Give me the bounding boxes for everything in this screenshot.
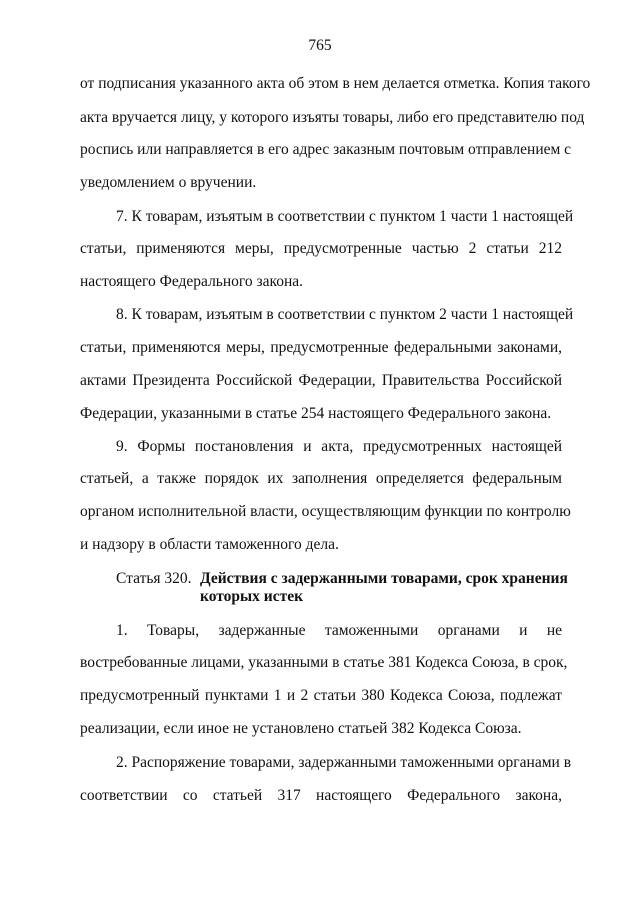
paragraph-7-line: 7. К товарам, изъятым в соответствии с пунктом 1 части 1 настоящей (116, 208, 574, 225)
text-line: роспись или направляется в его адрес заказным почтовым отправлением с (80, 141, 572, 158)
paragraph-9-line: и надзору в области таможенного дела. (80, 536, 339, 553)
paragraph-8-line: актами Президента Российской Федерации, Правительства Российской (80, 372, 562, 389)
paragraph-8-line: Федерации, указанными в статье 254 настоящего Федерального закона. (80, 405, 552, 422)
article-title-text: Действия с задержанными товарами, срок хранения (200, 570, 568, 587)
paragraph-7-line: настоящего Федерального закона. (80, 273, 304, 290)
paragraph-9-line: 9. Формы постановления и акта, предусмотренных настоящей (116, 438, 562, 455)
article-item-1-line: востребованные лицами, указанными в статье 381 Кодекса Союза, в срок, (80, 654, 568, 671)
paragraph-9-line: органом исполнительной власти, осуществляющим функции по контролю (80, 503, 571, 520)
paragraph-8-line: 8. К товарам, изъятым в соответствии с пунктом 2 части 1 настоящей (116, 306, 574, 323)
paragraph-7-line: статьи, применяются меры, предусмотренные частью 2 статьи 212 (80, 240, 562, 257)
article-item-2-line: 2. Распоряжение товарами, задержанными таможенными органами в (116, 754, 572, 771)
paragraph-8-line: статьи, применяются меры, предусмотренные федеральными законами, (80, 339, 562, 356)
article-label: Статья 320. (116, 570, 192, 587)
article-item-1-line: реализации, если иное не установлено статьей 382 Кодекса Союза. (80, 720, 522, 737)
paragraph-9-line: статьей, а также порядок их заполнения определяется федеральным (80, 470, 562, 487)
article-item-2-line: соответствии со статьей 317 настоящего Федерального закона, (80, 787, 562, 804)
article-item-1-line: предусмотренный пунктами 1 и 2 статьи 380 Кодекса Союза, подлежат (80, 687, 562, 704)
article-title-line (200, 587, 303, 607)
text-line: акта вручается лицу, у которого изъяты товары, либо его представителю под (80, 109, 585, 126)
page-number: 765 (308, 37, 332, 54)
text-line: от подписания указанного акта об этом в нем делается отметка. Копия такого (80, 75, 591, 92)
text-line: уведомлением о вручении. (80, 174, 257, 191)
article-item-1-line: 1. Товары, задержанные таможенными органами и не (116, 622, 562, 639)
article-title-line (200, 569, 568, 589)
article-title-text: которых истек (200, 588, 304, 605)
